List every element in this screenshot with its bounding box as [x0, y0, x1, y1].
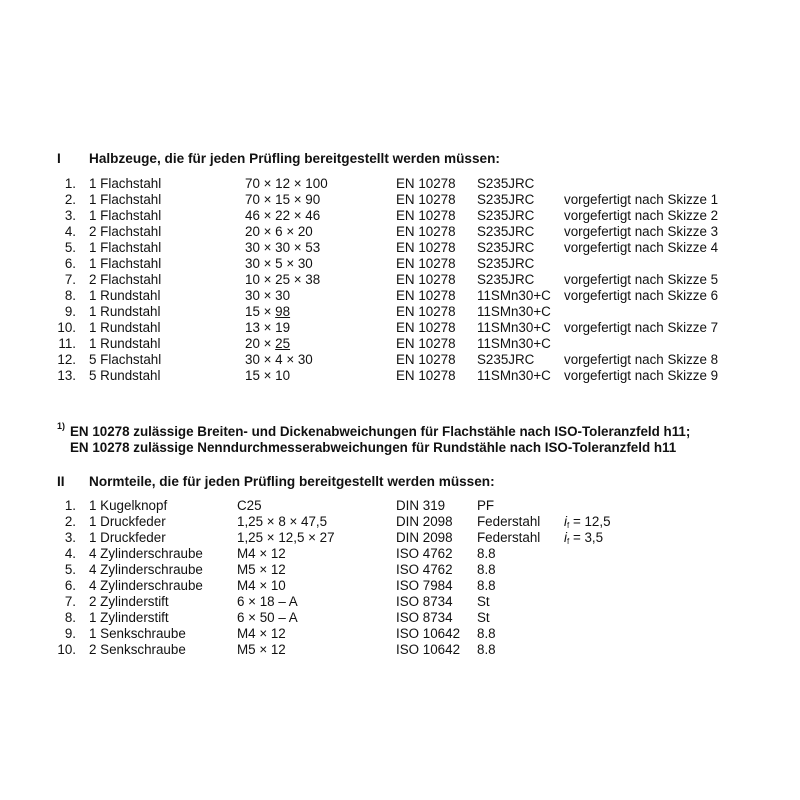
row-number: 12. [57, 352, 76, 367]
row-material: 8.8 [477, 578, 496, 593]
row-material: 8.8 [477, 546, 496, 561]
row-standard: EN 10278 [396, 336, 456, 351]
row-standard: EN 10278 [396, 240, 456, 255]
table-row [0, 626, 800, 642]
table-row [0, 208, 800, 224]
row-dimension: 15 × 10 [245, 368, 291, 383]
row-note: vorgefertigt nach Skizze 3 [564, 224, 719, 239]
row-item: 1 Zylinderstift [89, 610, 169, 625]
row-note: vorgefertigt nach Skizze 4 [564, 240, 719, 255]
row-dimension: 13 × 19 [245, 320, 291, 335]
row-note-variable: i [564, 514, 567, 529]
row-dimension-underlined: 25 [275, 336, 291, 351]
row-dimension: 70 × 12 × 100 [245, 176, 328, 191]
row-number: 7. [64, 272, 76, 287]
row-number: 6. [64, 256, 76, 271]
row-note: vorgefertigt nach Skizze 9 [564, 368, 719, 383]
footnote-line2: EN 10278 zulässige Nenndurchmesserabweichungen für Rundstähle nach ISO-Toleranzfeld h11 [70, 440, 677, 455]
row-material: S235JRC [477, 224, 535, 239]
section1-roman: I [57, 151, 61, 166]
row-number: 7. [64, 594, 76, 609]
table-row [0, 256, 800, 272]
row-material: S235JRC [477, 272, 535, 287]
row-item: 1 Rundstahl [89, 320, 161, 335]
row-dimension: M4 × 12 [237, 546, 286, 561]
row-item: 2 Senkschraube [89, 642, 186, 657]
row-note-subscript: f [566, 521, 570, 530]
row-dimension: 6 × 50 – A [237, 610, 298, 625]
row-standard: ISO 7984 [396, 578, 453, 593]
row-note-variable: i [564, 530, 567, 545]
row-material: S235JRC [477, 352, 535, 367]
row-material: S235JRC [477, 240, 535, 255]
row-dimension-underlined: 98 [275, 304, 291, 319]
row-standard: EN 10278 [396, 224, 456, 239]
row-standard: EN 10278 [396, 272, 456, 287]
row-material: S235JRC [477, 256, 535, 271]
row-number: 10. [57, 320, 76, 335]
row-number: 5. [64, 240, 76, 255]
section1-title: Halbzeuge, die für jeden Prüfling bereitgestellt werden müssen: [89, 151, 500, 166]
row-dimension: 6 × 18 – A [237, 594, 298, 609]
row-material: 11SMn30+C [477, 368, 551, 383]
row-dimension: M4 × 12 [237, 626, 286, 641]
row-item: 1 Flachstahl [89, 176, 162, 191]
row-item: 4 Zylinderschraube [89, 562, 203, 577]
row-dimension-prefix: 20 × [245, 336, 276, 351]
row-material: 8.8 [477, 626, 496, 641]
table-row [0, 272, 800, 288]
row-material: 8.8 [477, 642, 496, 657]
row-standard: EN 10278 [396, 192, 456, 207]
row-number: 1. [64, 498, 76, 513]
row-material: S235JRC [477, 192, 535, 207]
table-row [0, 288, 800, 304]
row-material: 11SMn30+C [477, 288, 551, 303]
section2-roman: II [57, 474, 65, 489]
row-standard: EN 10278 [396, 288, 456, 303]
row-note: vorgefertigt nach Skizze 8 [564, 352, 719, 367]
row-material: 11SMn30+C [477, 336, 551, 351]
row-material: S235JRC [477, 176, 535, 191]
table-row [0, 352, 800, 368]
table-row [0, 304, 800, 320]
row-item: 1 Senkschraube [89, 626, 186, 641]
row-material: St [477, 594, 490, 609]
row-material: 11SMn30+C [477, 304, 551, 319]
table-row [0, 176, 800, 192]
row-standard: ISO 10642 [396, 642, 461, 657]
row-dimension: M5 × 12 [237, 642, 286, 657]
row-standard: EN 10278 [396, 320, 456, 335]
table-row [0, 530, 800, 546]
row-number: 4. [64, 224, 76, 239]
row-item: 2 Flachstahl [89, 272, 162, 287]
row-note: vorgefertigt nach Skizze 2 [564, 208, 719, 223]
row-number: 8. [64, 288, 76, 303]
table-row [0, 192, 800, 208]
table-row [0, 562, 800, 578]
row-dimension: 30 × 5 × 30 [245, 256, 313, 271]
table-row [0, 514, 800, 530]
row-dimension: 1,25 × 8 × 47,5 [237, 514, 328, 529]
section2-title: Normteile, die für jeden Prüfling bereitgestellt werden müssen: [89, 474, 495, 489]
row-item: 4 Zylinderschraube [89, 578, 203, 593]
table-row [0, 642, 800, 658]
row-number: 10. [57, 642, 76, 657]
row-material: Federstahl [477, 530, 541, 545]
row-number: 4. [64, 546, 76, 561]
row-number: 6. [64, 578, 76, 593]
row-note-subscript: f [566, 537, 570, 546]
row-standard: ISO 10642 [396, 626, 461, 641]
row-dimension: 10 × 25 × 38 [245, 272, 321, 287]
row-item: 1 Rundstahl [89, 336, 161, 351]
row-note-value: = 3,5 [569, 530, 604, 545]
row-item: 1 Flachstahl [89, 240, 162, 255]
row-dimension: M4 × 10 [237, 578, 286, 593]
row-note: vorgefertigt nach Skizze 5 [564, 272, 719, 287]
row-number: 2. [64, 192, 76, 207]
row-material: 11SMn30+C [477, 320, 551, 335]
row-standard: ISO 8734 [396, 610, 453, 625]
row-dimension: M5 × 12 [237, 562, 286, 577]
footnote-marker: 1) [57, 421, 66, 431]
row-material: 8.8 [477, 562, 496, 577]
row-number: 3. [64, 208, 76, 223]
table-row [0, 336, 800, 352]
row-number: 9. [64, 626, 76, 641]
row-item: 1 Kugelknopf [89, 498, 168, 513]
row-number: 5. [64, 562, 76, 577]
row-item: 2 Zylinderstift [89, 594, 169, 609]
row-number: 1. [64, 176, 76, 191]
table-row [0, 578, 800, 594]
row-standard: ISO 4762 [396, 562, 453, 577]
row-standard: EN 10278 [396, 208, 456, 223]
table-row [0, 368, 800, 384]
row-note-value: = 12,5 [569, 514, 611, 529]
row-number: 9. [64, 304, 76, 319]
row-dimension: 70 × 15 × 90 [245, 192, 321, 207]
row-item: 5 Flachstahl [89, 352, 162, 367]
row-standard: EN 10278 [396, 256, 456, 271]
row-number: 2. [64, 514, 76, 529]
row-dimension: 30 × 30 × 53 [245, 240, 321, 255]
row-dimension: C25 [237, 498, 262, 513]
table-row [0, 224, 800, 240]
row-item: 1 Druckfeder [89, 514, 166, 529]
row-standard: DIN 2098 [396, 514, 453, 529]
row-item: 2 Flachstahl [89, 224, 162, 239]
row-material: PF [477, 498, 495, 513]
row-material: St [477, 610, 490, 625]
row-standard: EN 10278 [396, 352, 456, 367]
row-standard: DIN 2098 [396, 530, 453, 545]
row-dimension [245, 336, 290, 352]
row-standard: EN 10278 [396, 176, 456, 191]
row-standard: ISO 8734 [396, 594, 453, 609]
table-row [0, 546, 800, 562]
row-dimension [245, 304, 290, 320]
row-number: 11. [58, 336, 76, 351]
row-standard: EN 10278 [396, 368, 456, 383]
row-dimension: 1,25 × 12,5 × 27 [237, 530, 335, 545]
row-item: 1 Flachstahl [89, 192, 162, 207]
footnote-line1: EN 10278 zulässige Breiten- und Dickenabweichungen für Flachstähle nach ISO-Toleranzfeld h11; [70, 424, 691, 439]
row-note: vorgefertigt nach Skizze 7 [564, 320, 719, 335]
row-dimension-prefix: 15 × [245, 304, 276, 319]
row-item: 5 Rundstahl [89, 368, 161, 383]
row-number: 8. [64, 610, 76, 625]
row-note: vorgefertigt nach Skizze 6 [564, 288, 719, 303]
row-standard: ISO 4762 [396, 546, 453, 561]
row-item: 1 Flachstahl [89, 256, 162, 271]
row-dimension: 30 × 30 [245, 288, 291, 303]
row-material: S235JRC [477, 208, 535, 223]
row-standard: DIN 319 [396, 498, 446, 513]
row-item: 1 Rundstahl [89, 288, 161, 303]
table-row [0, 610, 800, 626]
table-row [0, 320, 800, 336]
table-row [0, 594, 800, 610]
row-item: 1 Druckfeder [89, 530, 166, 545]
table-row [0, 498, 800, 514]
table-row [0, 240, 800, 256]
row-material: Federstahl [477, 514, 541, 529]
row-number: 3. [64, 530, 76, 545]
row-item: 1 Rundstahl [89, 304, 161, 319]
row-dimension: 20 × 6 × 20 [245, 224, 313, 239]
row-note: vorgefertigt nach Skizze 1 [564, 192, 719, 207]
row-item: 4 Zylinderschraube [89, 546, 203, 561]
row-dimension: 30 × 4 × 30 [245, 352, 313, 367]
row-item: 1 Flachstahl [89, 208, 162, 223]
row-dimension: 46 × 22 × 46 [245, 208, 321, 223]
row-number: 13. [57, 368, 76, 383]
row-standard: EN 10278 [396, 304, 456, 319]
